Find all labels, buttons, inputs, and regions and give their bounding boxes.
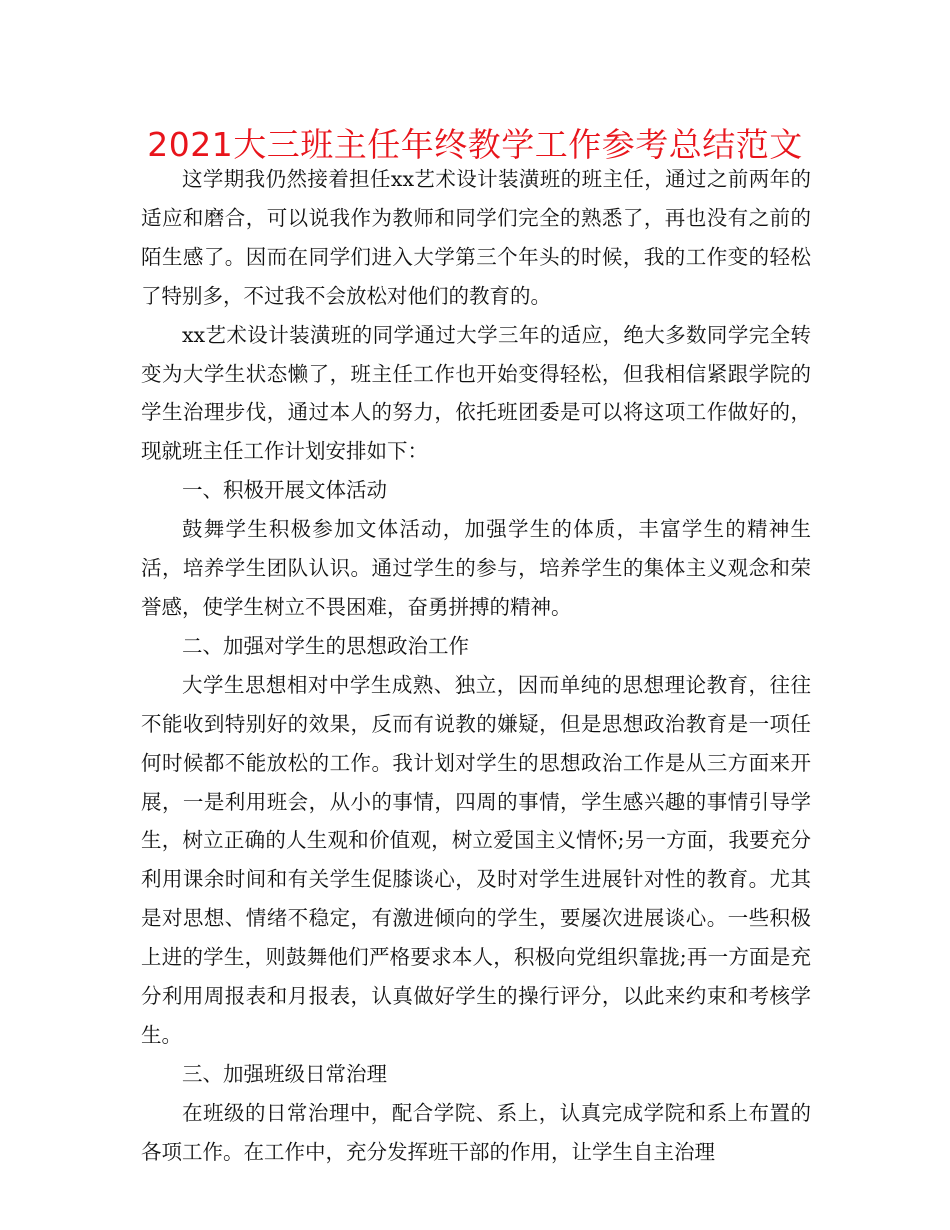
- section-heading-daily-management: 三、加强班级日常治理: [182, 1061, 387, 1086]
- paragraph-activities: 鼓舞学生积极参加文体活动，加强学生的体质，丰富学生的精神生活，培养学生团队认识。通过学生的参与，培养学生的集体主义观念和荣誉感，使学生树立不畏困难，奋勇拼搏的精神。: [141, 517, 811, 619]
- paragraph-political-work: 大学生思想相对中学生成熟、独立，因而单纯的思想理论教育，往往不能收到特别好的效果，反而有说教的嫌疑，但是思想政治教育是一项任何时候都不能放松的工作。我计划对学生的思想政治工作是从三方面来开展，一是利用班会，从小的事情，四周的事情，学生感兴趣的事情引导学生，树立正确的人生观和价值观，树立爱国主义情怀;另一方面，我要充分利用课余时间和有关学生促膝谈心，及时对学生进展针对性的教育。尤其是对思想、情绪不稳定，有激进倾向的学生，要屡次进展谈心。一些积极上进的学生，则鼓舞他们严格要求本人，积极向党组织靠拢;再一方面是充分利用周报表和月报表，认真做好学生的操行评分，以此来约束和考核学生。: [141, 672, 811, 1047]
- section-heading-activities: 一、积极开展文体活动: [182, 478, 387, 503]
- paragraph-class-overview: xx艺术设计装潢班的同学通过大学三年的适应，绝大多数同学完全转变为大学生状态懒了，班主任工作也开始变得轻松，但我相信紧跟学院的学生治理步伐，通过本人的努力，依托班团委是可以将这项工作做好的，现就班主任工作计划安排如下：: [141, 322, 811, 464]
- document-title: 2021大三班主任年终教学工作参考总结范文: [147, 125, 803, 164]
- document-body: [141, 160, 811, 1172]
- paragraph-intro: 这学期我仍然接着担任xx艺术设计装潢班的班主任，通过之前两年的适应和磨合，可以说我作为教师和同学们完全的熟悉了，再也没有之前的陌生感了。因而在同学们进入大学第三个年头的时候，我的工作变的轻松了特别多，不过我不会放松对他们的教育的。: [141, 167, 811, 308]
- paragraph-daily-management: 在班级的日常治理中，配合学院、系上，认真完成学院和系上布置的各项工作。在工作中，充分发挥班干部的作用，让学生自主治理: [141, 1100, 811, 1164]
- section-heading-political-work: 二、加强对学生的思想政治工作: [182, 633, 469, 658]
